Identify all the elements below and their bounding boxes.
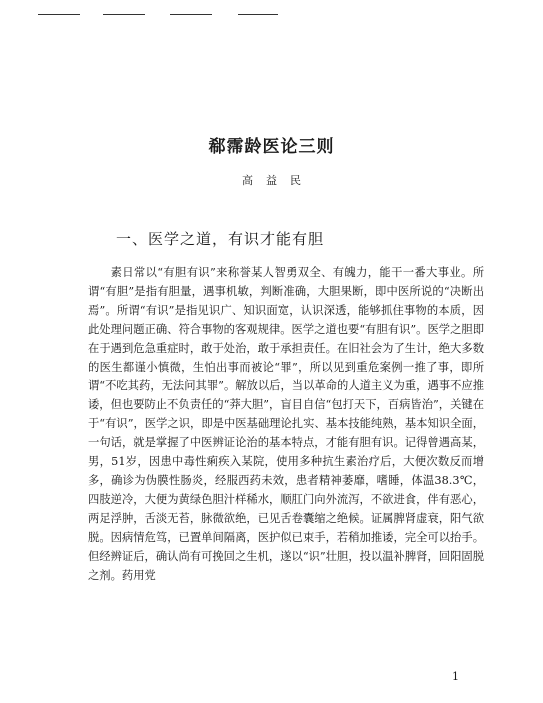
header-rule — [170, 14, 212, 15]
article-author: 高益民 — [242, 174, 314, 187]
header-rule — [103, 14, 145, 15]
body-paragraph: 素日常以“有胆有识”来称誉某人智勇双全、有魄力，能干一番大事业。所谓“有胆”是指有胆量，遇事机敏，判断准确，大胆果断，即中医所说的“决断出焉”。所谓“有识”是指见识广、知识面宽，认识深透，能够抓住事物的本质，因此处理问题正确、符合事物的客观规律。医学之道也要“有胆有识”。医学之胆即在于遇到危急重症时，敢于处治，敢于承担责任。在旧社会为了生计，绝大多数的医生都谨小慎微，生怕出事而被论“罪”，所以见到重危案例一推了事，即所谓“不吃其药，无法问其罪”。解放以后，当以革命的人道主义为重，遇事不应推诿，但也要防止不负责任的“莽大胆”，盲目自信“包打天下，百病皆治”，关键在于“有识”，医学之识，即是中医基础理论扎实、基本技能纯熟，基本知识全面，一句话，就是掌握了中医辨证论治的基本特点，才能有胆有识。记得曾遇高某，男，51岁，因患中毒性痢疾入某院，使用多种抗生素治疗后，大便次数反而增多，确诊为伪膜性肠炎，经服西药未效，患者精神萎靡，嗜睡，体温38.3℃，四肢逆冷，大便为黄绿色胆汁样稀水，顺肛门向外流泻，不欲进食，伴有恶心，两足浮肿，舌淡无苔，脉微欲绝，已见舌卷囊缩之绝候。证属脾肾虚衰，阳气欲脱。因病情危笃，已置单间隔离，医护似已束手，若稍加推诿，完全可以抬手。但经辨证后，确认尚有可挽回之生机，遂以“识”壮胆，投以温补脾肾，回阳固脱之剂。药用党 — [88, 266, 484, 582]
article-title: 郗霈龄医论三则 — [208, 137, 335, 157]
header-rules — [38, 14, 278, 16]
section-heading: 一、医学之道，有识才能有胆 — [116, 230, 325, 248]
header-rule — [238, 14, 278, 15]
page-number: 1 — [452, 670, 459, 683]
header-rule — [38, 14, 80, 15]
